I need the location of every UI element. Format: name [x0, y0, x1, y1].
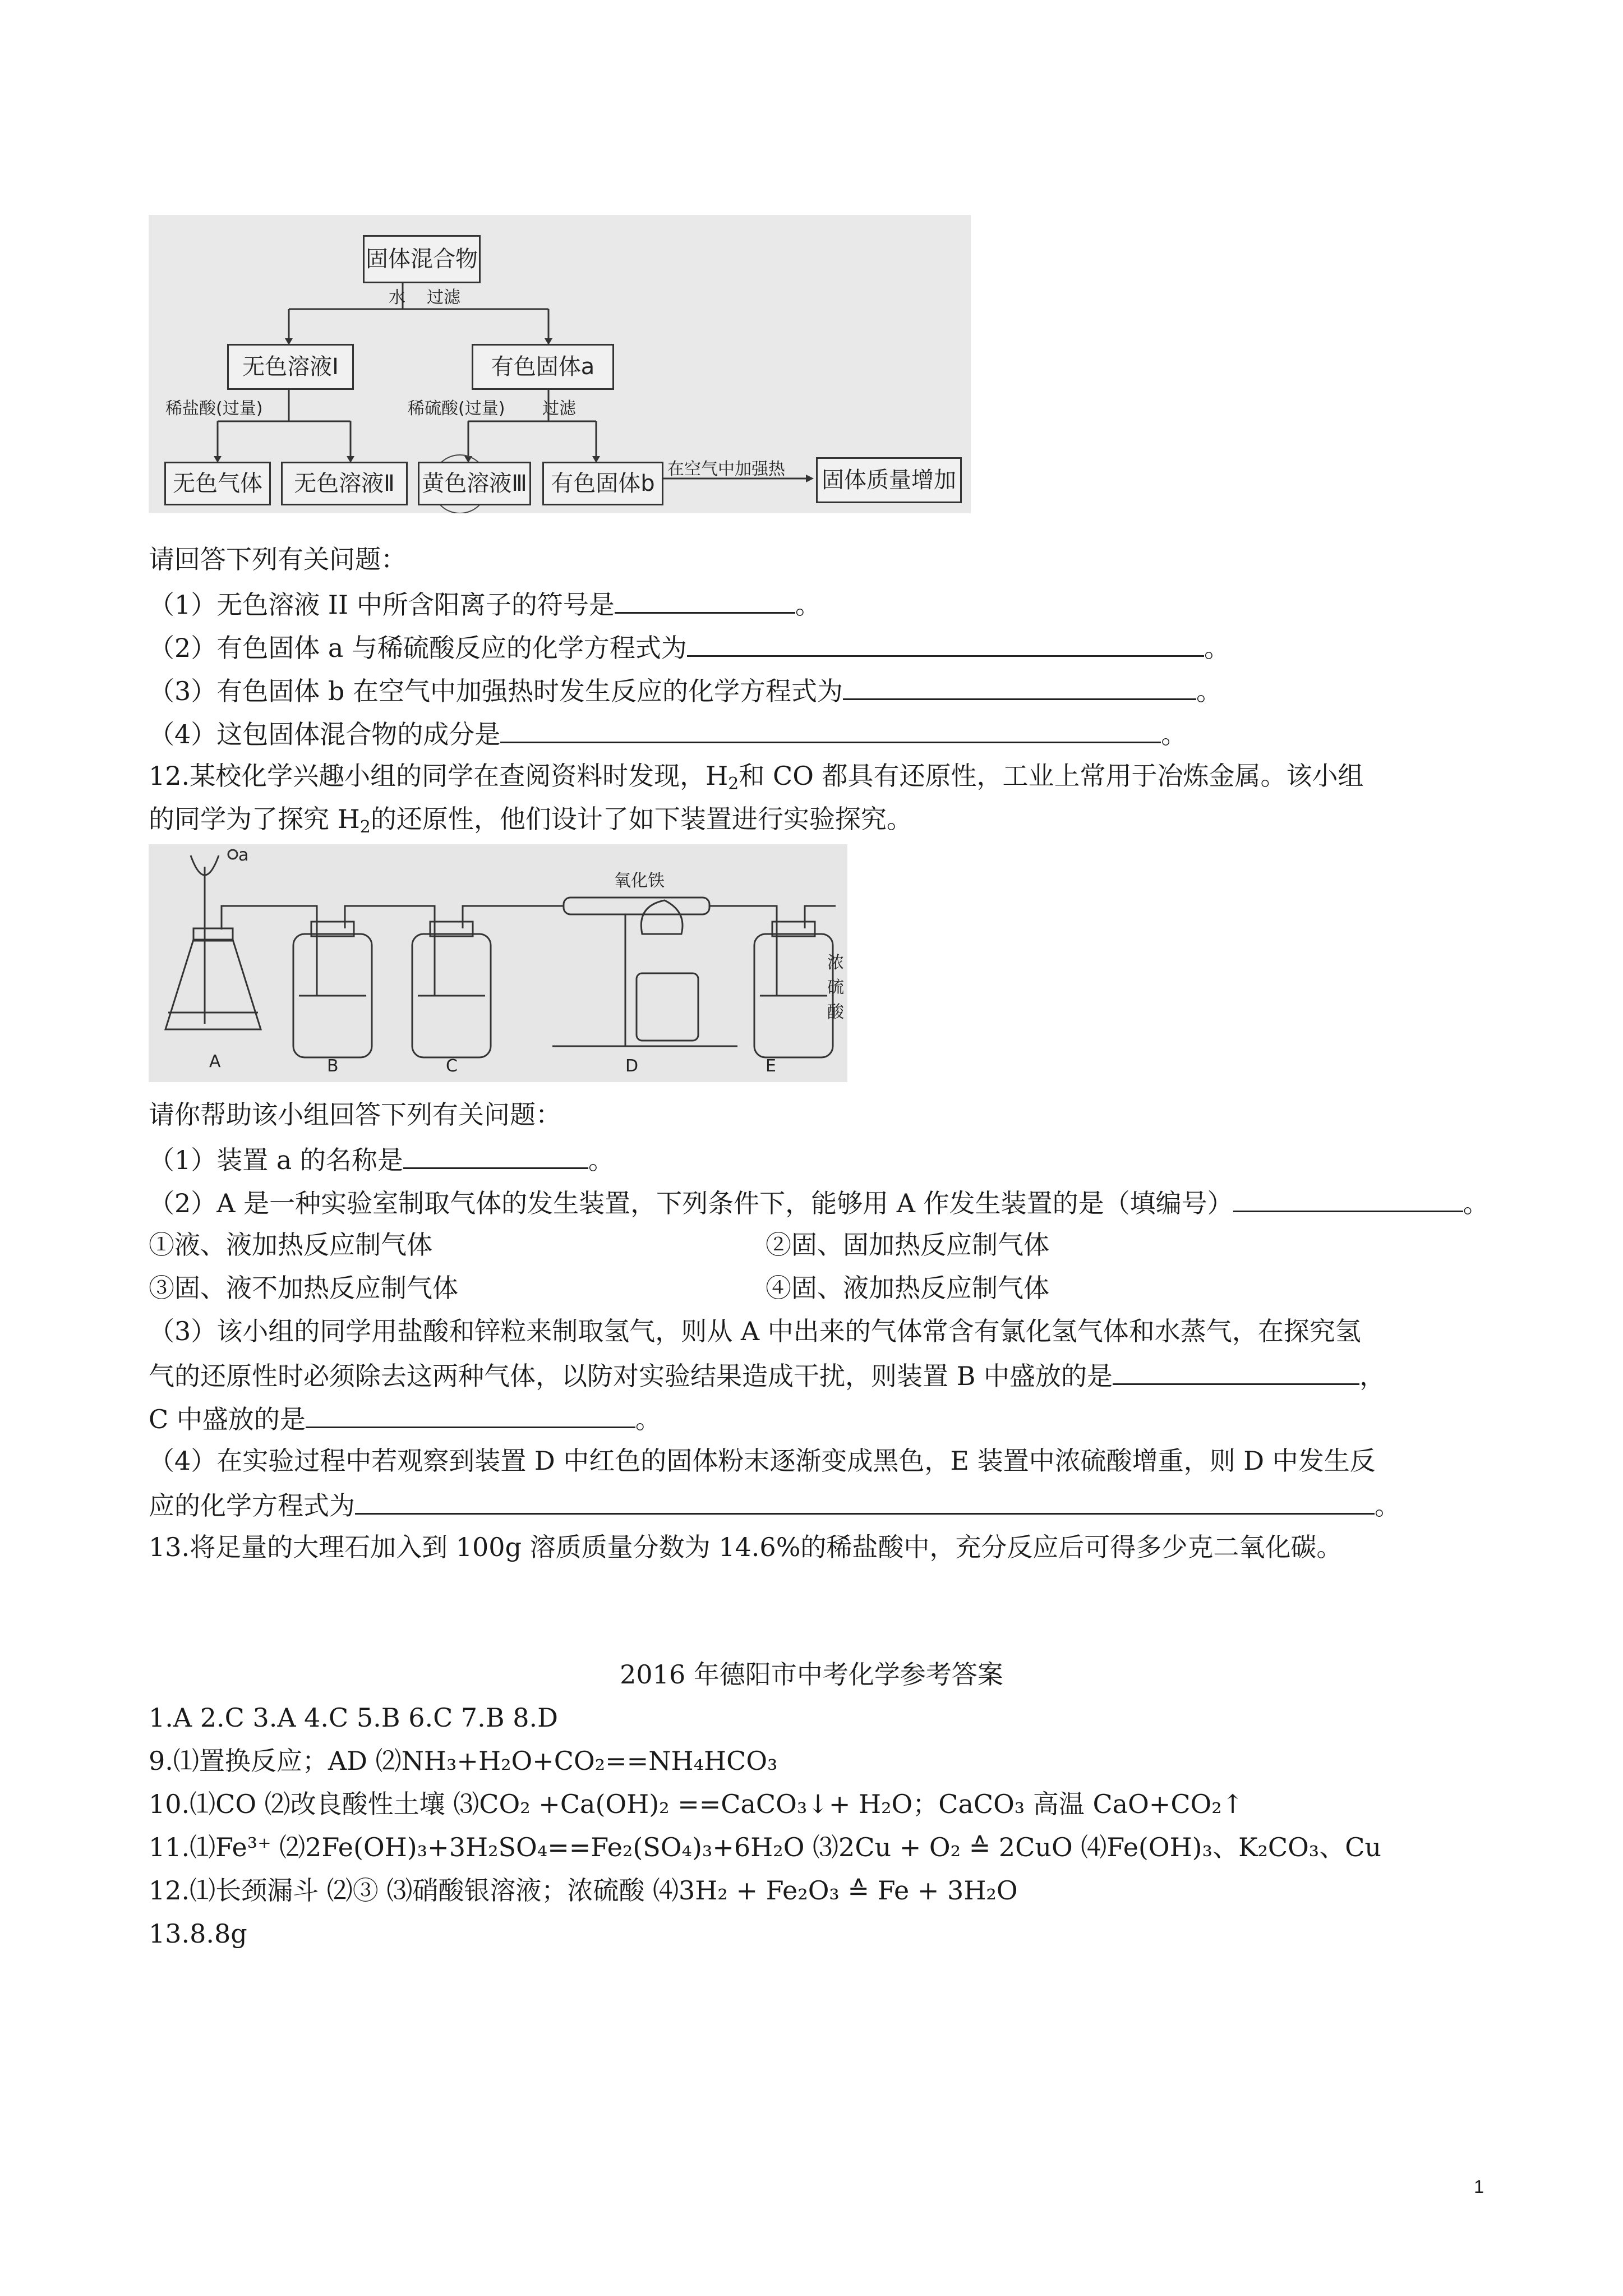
q12-part4-line1: （4）在实验过程中若观察到装置 D 中红色的固体粉末逐渐变成黑色，E 装置中浓硫酸增重，则 D 中发生反: [149, 1446, 1376, 1476]
q12-stem-text: 和 CO 都具有还原性，工业上常用于冶炼金属。该小组: [739, 761, 1364, 791]
box-mass-increase: 固体质量增加: [816, 457, 962, 503]
label-filter-1: 过滤: [427, 288, 460, 307]
label-funnel-a: a: [238, 845, 249, 865]
q12-stem-line1: [149, 759, 1364, 801]
q11-part1: [149, 586, 821, 622]
q12-part2-text: （2）A 是一种实验室制取气体的发生装置，下列条件下，能够用 A 作发生装置的是（填编号）: [149, 1188, 1233, 1218]
answer-blank[interactable]: [615, 586, 795, 614]
q12-part4-text: 应的化学方程式为: [149, 1490, 355, 1521]
punct: 。: [588, 1145, 614, 1175]
option-4: ④固、液加热反应制气体: [766, 1273, 1049, 1303]
box-colored-solid-a: 有色固体a: [472, 344, 614, 390]
answer-blank[interactable]: [500, 716, 1161, 743]
label-B: B: [327, 1056, 339, 1076]
punct: ，: [1359, 1361, 1386, 1391]
answer-blank[interactable]: [403, 1142, 588, 1169]
answer-1-8: 1.A 2.C 3.A 4.C 5.B 6.C 7.B 8.D: [149, 1703, 558, 1733]
answers-title: 2016 年德阳市中考化学参考答案: [620, 1659, 1003, 1690]
q12-part3-text: C 中盛放的是: [149, 1404, 306, 1434]
punct: 。: [1375, 1490, 1400, 1521]
option-3: ③固、液不加热反应制气体: [149, 1273, 458, 1303]
apparatus-figure: [149, 844, 847, 1082]
label-conc-sulfuric: 浓硫酸: [827, 953, 844, 1022]
answer-10: 10.⑴CO ⑵改良酸性土壤 ⑶CO₂ +Ca(OH)₂ ==CaCO₃↓+ H₂O；CaCO₃ 高温 CaO+CO₂↑: [149, 1789, 1244, 1819]
apparatus-drawing: [149, 844, 847, 1082]
q12-intro: 请你帮助该小组回答下列有关问题：: [149, 1099, 561, 1130]
q12-part3-line1: （3）该小组的同学用盐酸和锌粒来制取氢气，则从 A 中出来的气体常含有氯化氢气体和水蒸气，在探究氢: [149, 1316, 1361, 1346]
box-colorless-gas: 无色气体: [164, 462, 271, 505]
label-dilute-h2so4: 稀硫酸(过量): [408, 399, 505, 418]
option-2: ②固、固加热反应制气体: [766, 1230, 1049, 1260]
punct: 。: [1463, 1188, 1489, 1218]
q11-part3: [149, 673, 1222, 708]
q12-part1: [149, 1142, 614, 1177]
q13-stem: 13.将足量的大理石加入到 100g 溶质质量分数为 14.6%的稀盐酸中，充分反应后可得多少克二氧化碳。: [149, 1532, 1343, 1562]
box-colored-solid-b: 有色固体b: [542, 462, 663, 505]
label-filter-2: 过滤: [542, 399, 576, 418]
label-heat-in-air: 在空气中加强热: [667, 459, 785, 479]
subscript: 2: [728, 774, 739, 794]
q12-stem-text: 的还原性，他们设计了如下装置进行实验探究。: [370, 804, 912, 834]
label-D: D: [625, 1056, 639, 1076]
punct: 。: [795, 590, 821, 620]
label-iron-oxide: 氧化铁: [614, 871, 665, 891]
punct: 。: [635, 1404, 661, 1434]
punct: 。: [1196, 676, 1222, 706]
q11-part2: [149, 629, 1230, 665]
answer-12: 12.⑴长颈漏斗 ⑵③ ⑶硝酸银溶液；浓硫酸 ⑷3H₂ + Fe₂O₃ ≙ Fe + 3H₂O: [149, 1875, 1018, 1906]
label-dilute-hcl: 稀盐酸(过量): [165, 399, 263, 418]
q12-part4-line2: [149, 1487, 1400, 1522]
q12-part2: [149, 1185, 1489, 1220]
answer-13: 13.8.8g: [149, 1918, 247, 1949]
answer-blank[interactable]: [687, 629, 1204, 657]
label-E: E: [766, 1056, 776, 1076]
q11-part1-text: （1）无色溶液 II 中所含阳离子的符号是: [149, 590, 615, 620]
answer-blank[interactable]: [1233, 1185, 1463, 1212]
q12-part3-line2: [149, 1358, 1385, 1393]
flowchart-figure: [149, 215, 971, 513]
q12-part3-line3: [149, 1401, 661, 1436]
answer-blank[interactable]: [1113, 1358, 1359, 1385]
q11-part3-text: （3）有色固体 b 在空气中加强热时发生反应的化学方程式为: [149, 676, 843, 706]
q11-part4-text: （4）这包固体混合物的成分是: [149, 719, 501, 749]
q11-part4: [149, 716, 1187, 751]
box-yellow-solution-3: 黄色溶液Ⅲ: [418, 462, 531, 505]
option-1: ①液、液加热反应制气体: [149, 1230, 432, 1260]
q12-part3-text: 气的还原性时必须除去这两种气体，以防对实验结果造成干扰，则装置 B 中盛放的是: [149, 1361, 1113, 1391]
answer-11: 11.⑴Fe³⁺ ⑵2Fe(OH)₃+3H₂SO₄==Fe₂(SO₄)₃+6H₂O ⑶2Cu + O₂ ≙ 2CuO ⑷Fe(OH)₃、K₂CO₃、Cu: [149, 1832, 1382, 1862]
q12-stem-text: 12.某校化学兴趣小组的同学在查阅资料时发现，H: [149, 761, 728, 791]
q12-part1-text: （1）装置 a 的名称是: [149, 1145, 403, 1175]
q11-intro: 请回答下列有关问题：: [149, 544, 407, 574]
box-solid-mixture: 固体混合物: [363, 235, 481, 283]
punct: 。: [1204, 633, 1230, 663]
page-number: 1: [1474, 2177, 1484, 2197]
punct: 。: [1161, 719, 1187, 749]
answer-9: 9.⑴置换反应；AD ⑵NH₃+H₂O+CO₂==NH₄HCO₃: [149, 1746, 778, 1776]
q12-stem-line2: [149, 802, 912, 844]
box-colorless-solution-1: 无色溶液Ⅰ: [227, 344, 354, 390]
answer-blank[interactable]: [355, 1487, 1375, 1515]
answer-blank[interactable]: [843, 673, 1196, 700]
label-C: C: [446, 1056, 458, 1076]
box-colorless-solution-2: 无色溶液Ⅱ: [281, 462, 408, 505]
answer-blank[interactable]: [306, 1401, 635, 1428]
q12-stem-text: 的同学为了探究 H: [149, 804, 360, 834]
subscript: 2: [359, 817, 371, 837]
q11-part2-text: （2）有色固体 a 与稀硫酸反应的化学方程式为: [149, 633, 687, 663]
label-A: A: [209, 1052, 221, 1071]
label-water: 水: [389, 288, 405, 307]
